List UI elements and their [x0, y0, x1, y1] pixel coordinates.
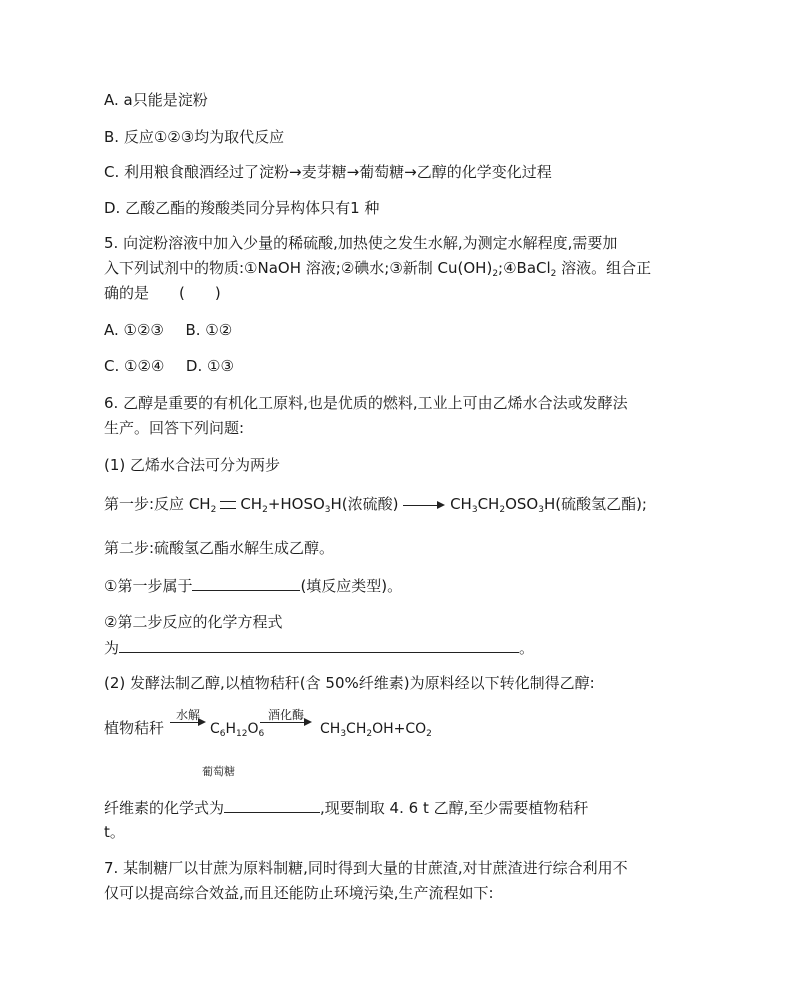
option-c: C. 利用粮食酿酒经过了淀粉→麦芽糖→葡萄糖→乙醇的化学变化过程 — [104, 163, 552, 181]
q7-line2: 仅可以提高综合效益,而且还能防止环境污染,生产流程如下: — [104, 884, 494, 902]
flow-sub-2: 2 — [366, 729, 373, 739]
q5-line2-text-b: ;④BaCl — [498, 259, 551, 277]
glucose-c: C — [210, 721, 220, 737]
q5-line1: 5. 向淀粉溶液中加入少量的稀硫酸,加热使之发生水解,为测定水解程度,需要加 — [104, 234, 618, 252]
flow-sub-2b: 2 — [426, 729, 432, 739]
step1-product4: H(硫酸氢乙酯); — [543, 495, 647, 513]
q6-step2: 第二步:硫酸氢乙酯水解生成乙醇。 — [104, 539, 335, 557]
sub1-text-b: (填反应类型)。 — [300, 577, 403, 595]
sub2-wei: 为 — [104, 639, 120, 657]
q6-sub2: ②第二步反应的化学方程式 — [104, 613, 283, 631]
q6-part2: (2) 发酵法制乙醇,以植物秸秆(含 50%纤维素)为原料经以下转化制得乙醇: — [104, 674, 595, 692]
sub-2b: 2 — [262, 505, 268, 515]
flow-end-ch: CH — [320, 721, 341, 737]
sub-2c: 2 — [499, 505, 506, 515]
step1-reagent2: H(浓硫酸) — [330, 495, 399, 513]
flow-start: 植物秸秆 — [104, 719, 165, 737]
flow-arrow-2-label: 酒化酶 — [267, 708, 304, 722]
answer-blank-2[interactable] — [119, 637, 519, 653]
q5-line3: 确的是 ( ) — [104, 284, 221, 302]
option-b: B. 反应①②③均为取代反应 — [104, 128, 285, 146]
q5-line2 — [104, 258, 651, 278]
q5-option-d: D. ①③ — [185, 357, 234, 375]
flow-end-ch2: CH — [346, 721, 367, 737]
step1-product: CH — [450, 495, 472, 513]
double-bond-icon — [220, 501, 236, 509]
answer-blank-3[interactable] — [224, 797, 320, 813]
glucose-sub2: 12 — [236, 729, 248, 739]
sub-3b: 3 — [471, 505, 478, 515]
q5-options-row2 — [104, 356, 234, 376]
q6-last — [104, 797, 588, 818]
answer-blank-1[interactable] — [192, 575, 300, 591]
q7-line1: 7. 某制糖厂以甘蔗为原料制糖,同时得到大量的甘蔗渣,对甘蔗渣进行综合利用不 — [104, 859, 628, 877]
sub-3: 3 — [324, 505, 331, 515]
flow-glucose — [210, 719, 264, 739]
step1-product2: CH — [477, 495, 500, 513]
flow-glucose-label: 葡萄糖 — [202, 765, 235, 778]
q6-step1 — [104, 494, 647, 514]
q5-option-c: C. ①②④ — [104, 357, 165, 375]
glucose-o: O — [247, 721, 259, 737]
sub-2: 2 — [210, 505, 217, 515]
flow-arrow-1-label: 水解 — [175, 708, 200, 722]
q5-line2-text-a: 入下列试剂中的物质:①NaOH 溶液;②碘水;③新制 Cu(OH) — [104, 259, 493, 277]
q6-last-c: t。 — [104, 823, 125, 841]
step1-reagent: +HOSO — [267, 495, 325, 513]
q6-line2: 生产。回答下列问题: — [104, 419, 245, 437]
q6-part1: (1) 乙烯水合法可分为两步 — [104, 456, 281, 474]
glucose-sub1: 6 — [219, 729, 226, 739]
flow-arrow-1 — [170, 708, 206, 728]
flow-arrow-2 — [260, 708, 312, 728]
glucose-h: H — [225, 721, 237, 737]
q5-line2-text-c: 溶液。组合正 — [556, 259, 652, 277]
q6-line1: 6. 乙醇是重要的有机化工原料,也是优质的燃料,工业上可由乙烯水合法或发酵法 — [104, 394, 628, 412]
sub1-text: ①第一步属于 — [104, 577, 193, 595]
sub2-end: 。 — [519, 639, 535, 657]
flow-sub-3: 3 — [340, 729, 347, 739]
option-d: D. 乙酸乙酯的羧酸类同分异构体只有1 种 — [104, 199, 380, 217]
flow-end — [320, 719, 432, 739]
q5-option-b: B. ①② — [185, 321, 233, 339]
last-text-b: ,现要制取 4. 6 t 乙醇,至少需要植物秸秆 — [320, 799, 589, 817]
q5-options-row1 — [104, 320, 232, 340]
last-text-a: 纤维素的化学式为 — [104, 799, 225, 817]
sub-3c: 3 — [538, 505, 544, 515]
step1-prefix: 第一步:反应 CH — [104, 495, 211, 513]
q5-option-a: A. ①②③ — [104, 321, 164, 339]
q6-sub1 — [104, 575, 402, 596]
option-a: A. a只能是淀粉 — [104, 91, 208, 109]
reaction-arrow-icon — [403, 499, 445, 511]
flow-end-oh: OH+CO — [372, 721, 427, 737]
step1-ch: CH — [240, 495, 263, 513]
q5-sub: 2 — [492, 269, 499, 279]
q6-sub2-b — [104, 637, 534, 658]
glucose-sub3: 6 — [258, 729, 265, 739]
step1-product3: OSO — [505, 495, 539, 513]
q5-sub2: 2 — [550, 269, 557, 279]
